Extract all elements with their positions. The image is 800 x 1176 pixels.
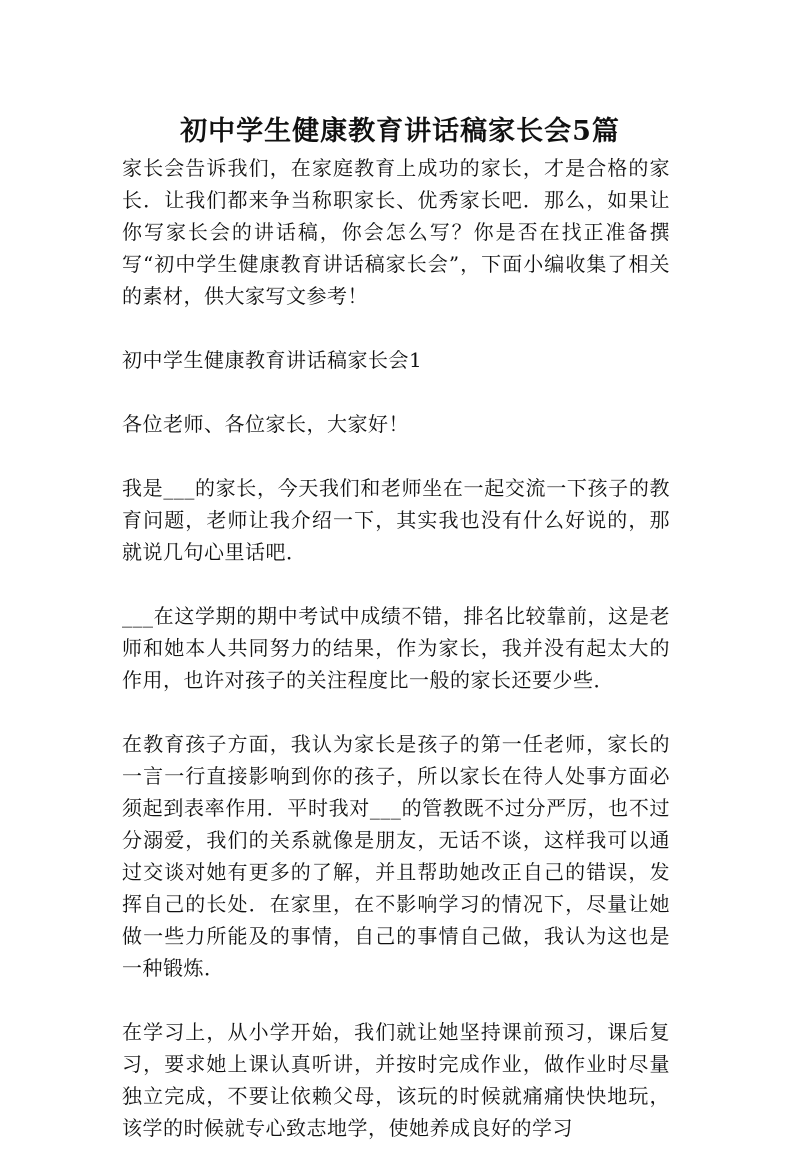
- paragraph-study: 在学习上，从小学开始，我们就让她坚持课前预习，课后复习，要求她上课认真听讲，并按时完成作业，做作业时尽量独立完成，不要让依赖父母，该玩的时候就痛痛快快地玩，该学的时候就专心致志地学，使她养成良好的学习: [122, 1020, 670, 1140]
- paragraph-exam-results: ___在这学期的期中考试中成绩不错，排名比较靠前，这是老师和她本人共同努力的结果，作为家长，我并没有起太大的作用，也许对孩子的关注程度比一般的家长还要少些．: [122, 604, 670, 692]
- paragraph-parenting: 在教育孩子方面，我认为家长是孩子的第一任老师，家长的一言一行直接影响到你的孩子，所以家长在待人处事方面必须起到表率作用．平时我对___的管教既不过分严厉，也不过分溺爱，我们的关系就像是朋友，无话不谈，这样我可以通过交谈对她有更多的了解，并且帮助她改正自己的错误，发挥自己的长处．在家里，在不影响学习的情况下，尽量让她做一些力所能及的事情，自己的事情自己做，我认为这也是一种锻炼．: [122, 732, 670, 980]
- paragraph-intro: 家长会告诉我们，在家庭教育上成功的家长，才是合格的家长．让我们都来争当称职家长、优秀家长吧．那么，如果让你写家长会的讲话稿，你会怎么写？你是否在找正准备撰写“初中学生健康教育讲话稿家长会”，下面小编收集了相关的素材，供大家写文参考！: [122, 156, 670, 308]
- paragraph-greeting: 各位老师、各位家长，大家好！: [122, 412, 409, 436]
- section-heading-1: 初中学生健康教育讲话稿家长会1: [122, 348, 423, 372]
- document-title: 初中学生健康教育讲话稿家长会5篇: [180, 116, 620, 147]
- document-body: [122, 152, 670, 1176]
- paragraph-introduction: 我是___的家长，今天我们和老师坐在一起交流一下孩子的教育问题，老师让我介绍一下，其实我也没有什么好说的，那就说几句心里话吧．: [122, 476, 670, 564]
